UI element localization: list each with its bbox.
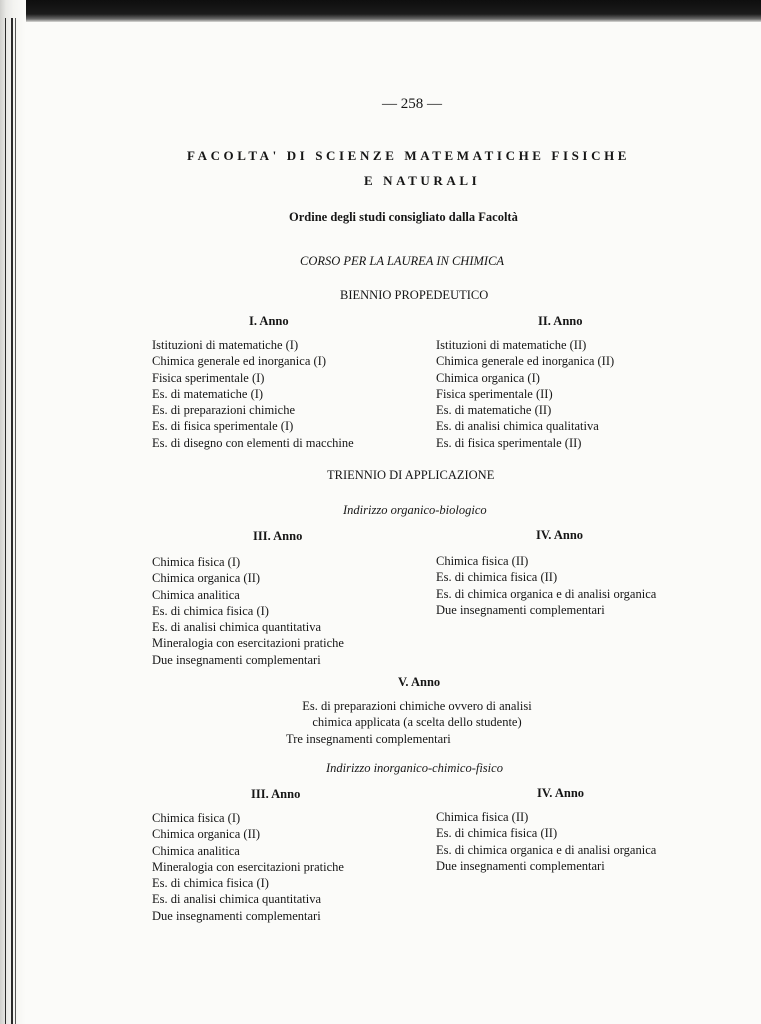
course-item: Es. di chimica fisica (I)	[152, 876, 269, 891]
order-subtitle: Ordine degli studi consigliato dalla Facoltà	[289, 210, 518, 224]
year-heading-4b: IV. Anno	[537, 786, 585, 800]
course-item: Es. di fisica sperimentale (II)	[436, 435, 582, 450]
course-list-anno5	[282, 698, 552, 747]
course-item: Fisica sperimentale (II)	[436, 386, 553, 401]
page-number: — 258 —	[382, 96, 442, 112]
course-list-anno2	[436, 337, 614, 451]
course-list-anno3b	[152, 810, 344, 924]
course-item: Chimica organica (I)	[436, 370, 540, 385]
course-item: Es. di analisi chimica quantitativa	[152, 620, 322, 635]
binding-line	[11, 18, 13, 1024]
course-item: Es. di chimica fisica (I)	[152, 603, 269, 618]
course-item: chimica applicata (a scelta dello studente)	[312, 715, 522, 730]
course-item: Chimica generale ed inorganica (I)	[152, 354, 326, 369]
course-list-anno4b	[436, 809, 656, 874]
course-title: CORSO PER LA LAUREA IN CHIMICA	[300, 254, 505, 268]
course-item: Es. di chimica organica e di analisi organica	[436, 586, 657, 601]
course-item: Chimica generale ed inorganica (II)	[436, 354, 615, 369]
course-item: Tre insegnamenti complementari	[286, 731, 451, 746]
course-item: Mineralogia con esercitazioni pratiche	[152, 859, 344, 874]
binding-line	[15, 18, 16, 1024]
course-item: Chimica fisica (I)	[152, 811, 241, 825]
course-item: Chimica organica (II)	[152, 571, 261, 586]
course-item: Chimica analitica	[152, 843, 240, 858]
course-item: Chimica organica (II)	[152, 827, 261, 842]
course-item: Chimica fisica (I)	[152, 555, 241, 569]
section-title-biennio: BIENNIO PROPEDEUTICO	[340, 288, 489, 302]
faculty-title: FACOLTA' DI SCIENZE MATEMATICHE FISICHE	[187, 148, 631, 163]
course-item: Es. di chimica fisica (II)	[436, 570, 558, 585]
year-heading-2: II. Anno	[538, 314, 583, 328]
course-item: Es. di preparazioni chimiche ovvero di analisi	[302, 699, 532, 713]
course-item: Istituzioni di matematiche (II)	[436, 338, 587, 352]
year-heading-3: III. Anno	[253, 529, 303, 543]
course-item: Istituzioni di matematiche (I)	[152, 338, 299, 352]
course-item: Due insegnamenti complementari	[152, 652, 321, 667]
course-list-anno4	[436, 553, 656, 618]
indirizzo-title-1: Indirizzo organico-biologico	[343, 503, 487, 517]
year-heading-5: V. Anno	[398, 675, 441, 689]
year-heading-1: I. Anno	[249, 314, 289, 328]
course-list-anno3	[152, 554, 344, 668]
course-item: Es. di chimica organica e di analisi organica	[436, 842, 657, 857]
course-item: Due insegnamenti complementari	[152, 908, 321, 923]
course-item: Es. di preparazioni chimiche	[152, 403, 295, 418]
indirizzo-title-2: Indirizzo inorganico-chimico-fisico	[326, 761, 503, 775]
course-item: Es. di matematiche (II)	[436, 403, 552, 418]
course-item: Chimica analitica	[152, 587, 240, 602]
course-item: Chimica fisica (II)	[436, 810, 529, 824]
course-item: Due insegnamenti complementari	[436, 602, 605, 617]
course-item: Fisica sperimentale (I)	[152, 370, 265, 385]
faculty-title-line2: E NATURALI	[364, 173, 481, 188]
course-item: Mineralogia con esercitazioni pratiche	[152, 636, 344, 651]
course-item: Chimica fisica (II)	[436, 554, 529, 568]
scan-binding-edge	[0, 0, 26, 1024]
section-title-triennio: TRIENNIO DI APPLICAZIONE	[327, 468, 495, 482]
year-heading-3b: III. Anno	[251, 787, 301, 801]
binding-line	[5, 18, 6, 1024]
course-item: Es. di analisi chimica quantitativa	[152, 892, 322, 907]
course-item: Es. di disegno con elementi di macchine	[152, 435, 354, 450]
scan-top-edge	[0, 0, 761, 22]
year-heading-4: IV. Anno	[536, 528, 584, 542]
course-item: Es. di fisica sperimentale (I)	[152, 419, 294, 434]
course-item: Due insegnamenti complementari	[436, 858, 605, 873]
course-item: Es. di matematiche (I)	[152, 386, 264, 401]
course-item: Es. di chimica fisica (II)	[436, 826, 558, 841]
course-item: Es. di analisi chimica qualitativa	[436, 419, 599, 434]
course-list-anno1	[152, 337, 354, 451]
